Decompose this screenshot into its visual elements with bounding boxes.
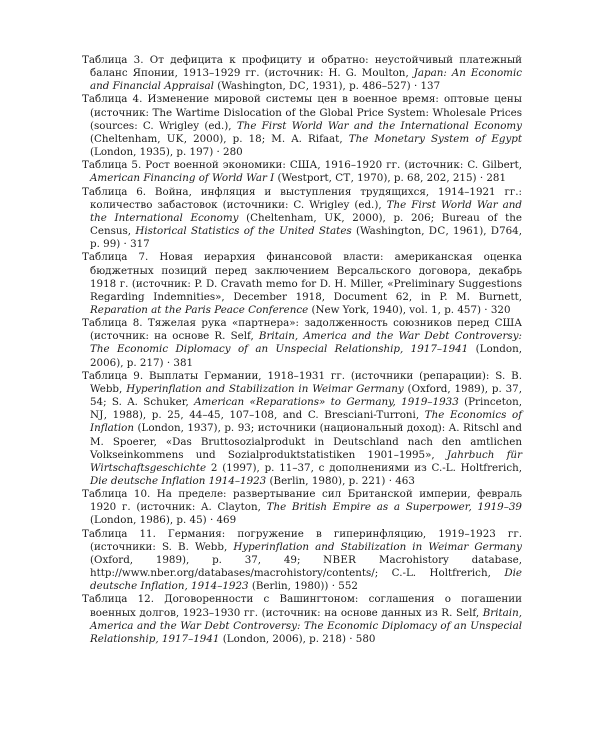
entry-text-segment: 2 (1997), p. 11–37, с дополнениями из C.-L. Holtfrerich,: [206, 461, 522, 474]
entry-text-segment: (Cheltenham,: [90, 132, 167, 145]
entry-text-segment: (New York, 1940), vol. 1, p. 457) · 320: [308, 303, 511, 316]
entry-text-segment: Historical Statistics of the United States: [135, 225, 352, 238]
entry-text-segment: DC: [428, 225, 446, 238]
entry-text-segment: Таблица 9. Выплаты Германии, 1918–1931 гг. (источники (репарации): S. B. Webb,: [82, 369, 522, 395]
entry-text-segment: Hyperinflation and Stabilization in Weimar Germany: [126, 382, 404, 395]
entry-text-segment: Таблица 6. Война, инфляция и выступления трудящихся, 1914–1921 гг.: количество забастовок (источники: C. Wrigley (ed.),: [82, 185, 522, 211]
entry-text-segment: DC: [289, 80, 306, 93]
entry-text-segment: Hyperinflation and Stabilization in Weimar Germany: [233, 540, 523, 553]
entry-text-segment: Таблица 11. Германия: погружение в гиперинфляцию, 1919–1923 гг. (источники: S. B. Webb,: [82, 527, 522, 553]
entry-text-segment: (Oxford, 1989), p. 37, 49;: [90, 553, 324, 566]
entry-text-segment: , 1931), p. 486–527) · 137: [305, 80, 441, 93]
entry-text-segment: NJ: [90, 409, 104, 422]
entry-text-segment: Japan: An Economic and Financial Appraisal: [90, 67, 523, 93]
list-item: [82, 54, 522, 93]
list-item: [82, 159, 522, 185]
entry-text-segment: NBER: [323, 553, 357, 566]
entry-text-segment: , 1988), p. 25, 44–45, 107–108, and C. Bresciani-Turroni,: [103, 409, 425, 422]
list-item: [82, 528, 522, 594]
entry-text-segment: The British Empire as a Superpower, 1919–39: [266, 501, 522, 514]
entry-text-segment: (Oxford, 1989), p. 37, 54; S. A. Schuker,: [90, 382, 522, 409]
entry-text-segment: Таблица 4. Изменение мировой системы цен в военное время: оптовые цены (источник: The Wartime Dislocation of the Global Price System: Wholesale Prices (sources: C. Wrigley (ed.),: [82, 93, 522, 132]
entry-text-segment: (London, 1986), p. 45) · 469: [90, 514, 237, 527]
entry-text-segment: The First World War and the International Economy: [236, 119, 522, 132]
entry-text-segment: The First World War and the International Economy: [90, 198, 522, 224]
entry-text-segment: American «Reparations» to Germany, 1919–1933: [194, 396, 459, 409]
entry-text-segment: The Monetary System of Egypt: [348, 132, 523, 145]
entry-text-segment: , 1970), p. 68, 202, 215) · 281: [350, 172, 507, 185]
entry-text-segment: Macrohistory database, http://www.nber.org/databases/macrohistory/contents/; C.-L. Holtfrerich,: [90, 553, 522, 580]
entry-text-segment: (Westport,: [274, 172, 336, 185]
entry-text-segment: Britain, America and the War Debt Controversy: The Economic Diplomacy of an Unspecial Relationship, 1917–1941: [90, 606, 522, 645]
entry-text-segment: (Berlin, 1980), p. 221) · 463: [266, 475, 415, 487]
entry-text-segment: (Washington,: [213, 80, 290, 93]
entry-text-segment: (London, 1937), p. 93; источники (национальный доход): A. Ritschl and M. Spoerer, «Das Bruttosozialprodukt in Deutschland nach den amtlichen Volkseinkommens und Sozialproduktstatistiken 1901–1995»,: [90, 422, 522, 461]
entry-text-segment: (Berlin, 1980)) · 552: [248, 580, 358, 593]
entry-text-segment: (Princeton,: [458, 396, 522, 409]
entry-text-segment: UK: [166, 132, 184, 145]
entry-text-segment: (London, 2006), p. 218) · 580: [219, 632, 376, 645]
list-item: [82, 93, 522, 159]
entry-text-segment: , 2000), p. 206; Bureau of the Census,: [90, 211, 522, 238]
entry-text-segment: Таблица 10. На пределе: развертывание сил Британской империи, февраль 1920 г. (источник: A. Clayton,: [82, 488, 522, 514]
entry-text-segment: , 1961), D764, p. 99) · 317: [90, 225, 522, 251]
list-item: [82, 593, 522, 646]
list-item: [82, 186, 522, 252]
entry-text-segment: Таблица 8. Тяжелая рука «партнера»: задолженность союзников перед США (источник: на основе R. Self,: [82, 317, 522, 343]
entry-text-segment: CT: [335, 172, 351, 185]
entry-text-segment: Britain, America and the War Debt Controversy: The Economic Diplomacy of an Unspecial Relationship, 1917–1941: [90, 330, 522, 356]
entry-text-segment: (Cheltenham,: [238, 211, 325, 224]
entry-text-segment: UK: [324, 211, 342, 224]
entry-text-segment: Таблица 7. Новая иерархия финансовой власти: американская оценка бюджетных позиций перед заключением Версальского договора, декабрь 1918 г. (источник: P. D. Cravath memo for D. H. Miller, «Preliminary Suggestions Regarding Indemnities», December 1918, Document 62, in P. M. Burnett,: [82, 251, 522, 303]
list-item: [82, 251, 522, 317]
entry-text-segment: (London, 2006), p. 217) · 381: [90, 343, 522, 369]
entry-text-segment: Die deutsche Inflation 1914–1923: [90, 475, 267, 487]
list-item: [82, 488, 522, 527]
entry-text-segment: American Financing of World War I: [90, 172, 275, 185]
entry-text-segment: , 2000), p. 18; M. A. Rifaat,: [183, 132, 349, 145]
entry-text-segment: Jahrbuch für Wirtschaftsgeschichte: [90, 448, 522, 474]
entry-text-segment: Reparation at the Paris Peace Conference: [90, 303, 309, 316]
list-item: [82, 370, 522, 488]
list-item: [82, 317, 522, 370]
entry-text-segment: (Washington,: [351, 225, 429, 238]
entry-text-segment: Die deutsche Inflation, 1914–1923: [90, 567, 522, 593]
entry-text-segment: (London, 1935), p. 197) · 280: [90, 146, 243, 159]
table-list: [82, 54, 522, 646]
entry-text-segment: The Economics of Inflation: [90, 409, 523, 435]
entry-text-segment: Таблица 3. От дефицита к профициту и обратно: неустойчивый платежный баланс Японии, 1913–1929 гг. (источник: H. G. Moulton,: [82, 54, 522, 80]
entry-text-segment: Таблица 5. Рост военной экономики: США, 1916–1920 гг. (источник: C. Gilbert,: [82, 159, 522, 172]
entry-text-segment: Таблица 12. Договоренности с Вашингтоном: соглашения о погашении военных долгов, 1923–1930 гг. (источник: на основе данных из R. Self,: [82, 593, 522, 619]
